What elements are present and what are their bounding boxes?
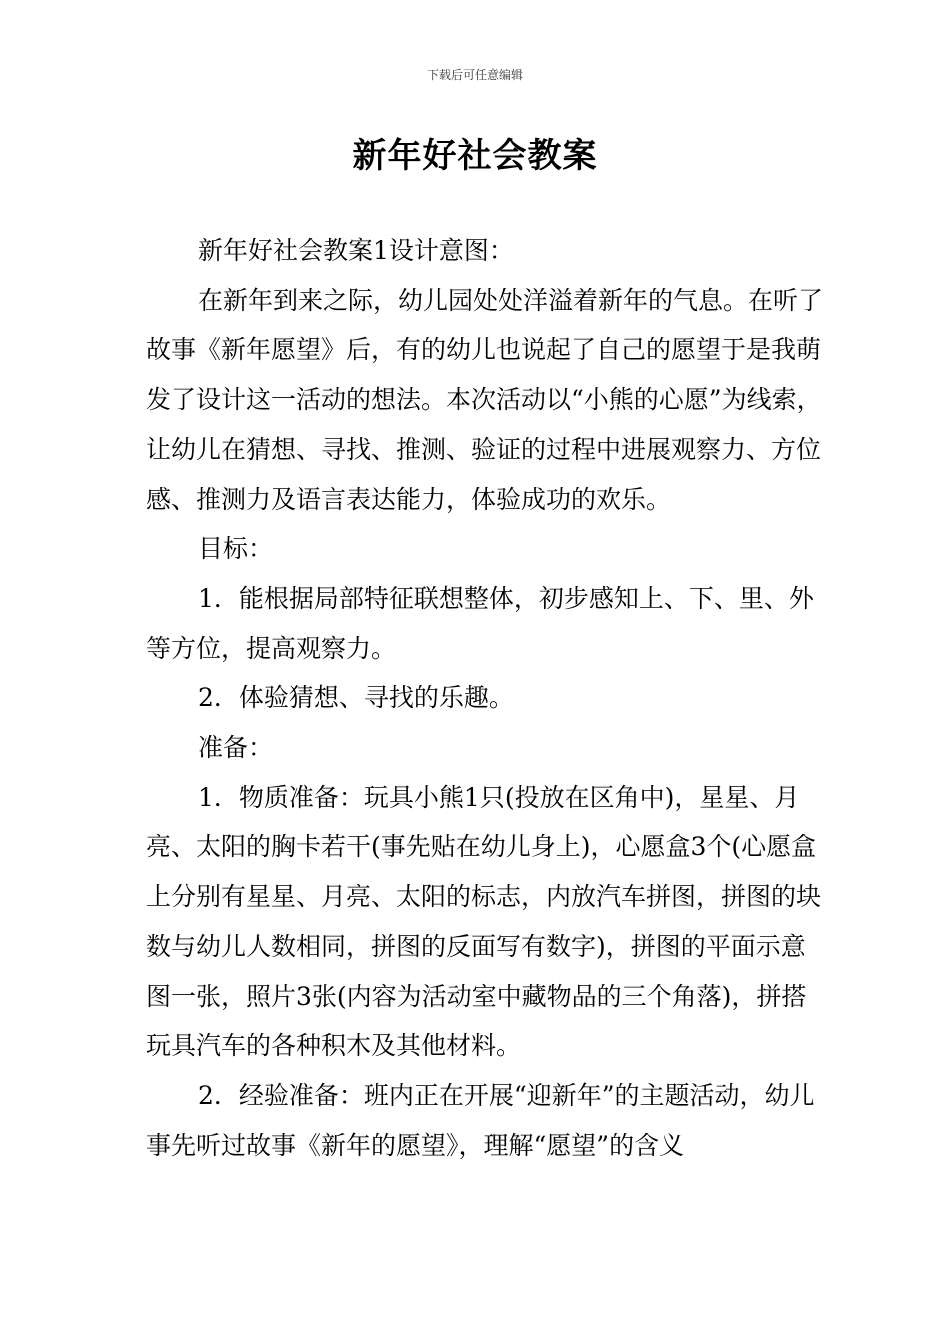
paragraph-experience-preparation: 2．经验准备：班内正在开展“迎新年”的主题活动，幼儿事先听过故事《新年的愿望》，理解“愿望”的含义 (146, 1080, 815, 1160)
document-body (146, 226, 826, 1170)
header-note: 下载后可任意编辑 (426, 68, 523, 82)
document-title: 新年好社会教案 (352, 136, 598, 176)
paragraph-design-intent-heading: 新年好社会教案1设计意图： (198, 236, 514, 265)
paragraph-material-preparation: 1．物质准备：玩具小熊1只(投放在区角中)，星星、月亮、太阳的胸卡若干(事先贴在幼儿身上)，心愿盒3个(心愿盒上分别有星星、月亮、太阳的标志，内放汽车拼图，拼图的块数与幼儿人数相同，拼图的反面写有数字)，拼图的平面示意图一张，照片3张(内容为活动室中藏物品的三个角落)，拼搭玩具汽车的各种积木及其他材料。 (146, 782, 822, 1061)
paragraph-goal-2: 2．体验猜想、寻找的乐趣。 (198, 683, 514, 713)
paragraph-design-intent: 在新年到来之际，幼儿园处处洋溢着新年的气息。在听了故事《新年愿望》后，有的幼儿也说起了自己的愿望于是我萌发了设计这一活动的想法。本次活动以“小熊的心愿”为线索，让幼儿在猜想、寻找、推测、验证的过程中进展观察力、方位感、推测力及语言表达能力，体验成功的欢乐。 (146, 285, 824, 514)
paragraph-goal-1: 1．能根据局部特征联想整体，初步感知上、下、里、外等方位，提高观察力。 (146, 583, 814, 663)
paragraph-goals-heading: 目标： (198, 534, 274, 564)
paragraph-preparation-heading: 准备： (198, 733, 274, 763)
